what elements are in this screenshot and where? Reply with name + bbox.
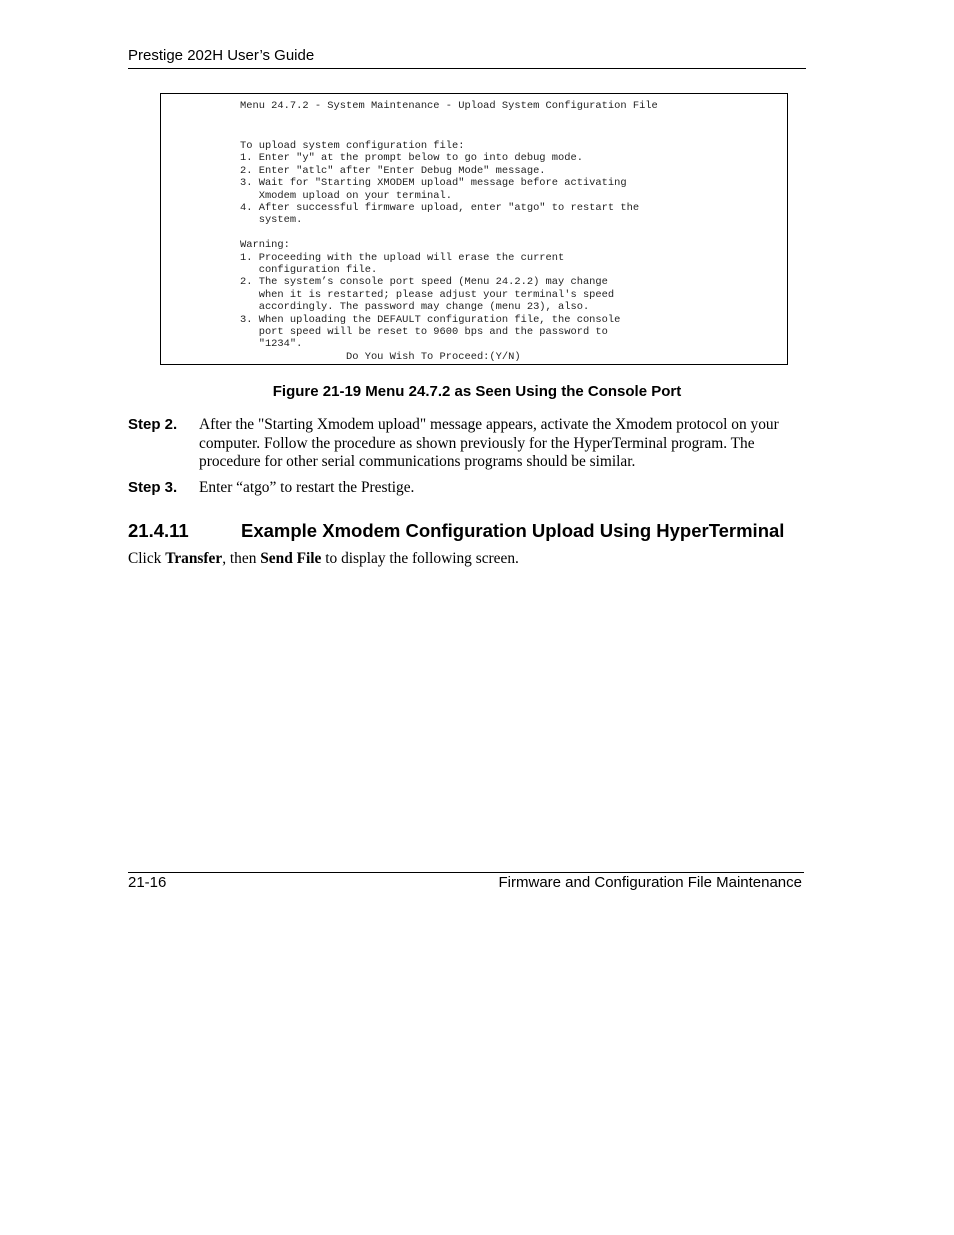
step-text-line: After the "Starting Xmodem upload" message appears, activate the Xmodem protocol on your xyxy=(199,416,779,433)
console-line: when it is restarted; please adjust your terminal's speed xyxy=(240,288,615,301)
console-line: 1. Enter "y" at the prompt below to go into debug mode. xyxy=(240,152,583,165)
header-title: Prestige 202H User’s Guide xyxy=(128,47,315,64)
console-line: Xmodem upload on your terminal. xyxy=(240,189,453,202)
intro-text: to display the following screen. xyxy=(321,550,519,567)
console-line: configuration file. xyxy=(240,264,378,276)
intro-text: Click xyxy=(128,550,166,567)
step-text xyxy=(199,479,799,498)
console-line: accordingly. The password may change (menu 23), also. xyxy=(240,301,590,314)
send-file-term: Send File xyxy=(260,550,322,567)
footer-divider xyxy=(128,872,804,873)
page-header xyxy=(128,47,806,69)
intro-text: , then xyxy=(222,550,261,567)
console-line: Warning: xyxy=(240,239,290,252)
console-line: Do You Wish To Proceed:(Y/N) xyxy=(240,350,521,363)
intro-paragraph xyxy=(128,550,519,568)
console-line: 4. After successful firmware upload, enter "atgo" to restart the xyxy=(240,202,640,214)
page-number: 21-16 xyxy=(128,874,167,891)
step-label: Step 3. xyxy=(128,479,178,496)
section-title: Example Xmodem Configuration Upload Using HyperTerminal xyxy=(241,520,785,541)
console-line: To upload system configuration file: xyxy=(240,140,465,152)
step-text-line: computer. Follow the procedure as shown previously for the HyperTerminal program. The xyxy=(199,434,755,452)
step-text-line: Enter “atgo” to restart the Prestige. xyxy=(199,479,415,496)
console-line: 3. Wait for "Starting XMODEM upload" message before activating xyxy=(240,177,627,190)
step-text xyxy=(199,416,799,472)
transfer-term: Transfer xyxy=(165,550,223,567)
console-line: system. xyxy=(240,214,303,227)
console-line: Menu 24.7.2 - System Maintenance - Upload System Configuration File xyxy=(240,100,658,112)
console-line: 3. When uploading the DEFAULT configuration file, the console xyxy=(240,313,621,326)
step-text-line: procedure for other serial communications programs should be similar. xyxy=(199,453,636,470)
console-line: 2. Enter "atlc" after "Enter Debug Mode" message. xyxy=(240,164,546,177)
section-number: 21.4.11 xyxy=(128,520,189,541)
console-line: 1. Proceeding with the upload will erase the current xyxy=(240,251,565,264)
console-line: port speed will be reset to 9600 bps and the password to xyxy=(240,326,608,338)
console-line: "1234". xyxy=(240,338,303,351)
console-screen xyxy=(160,93,788,365)
chapter-title: Firmware and Configuration File Maintenance xyxy=(498,874,802,891)
console-line: 2. The system’s console port speed (Menu 24.2.2) may change xyxy=(240,276,608,289)
figure-caption: Figure 21-19 Menu 24.7.2 as Seen Using the Console Port xyxy=(272,383,682,400)
step-label: Step 2. xyxy=(128,416,178,433)
